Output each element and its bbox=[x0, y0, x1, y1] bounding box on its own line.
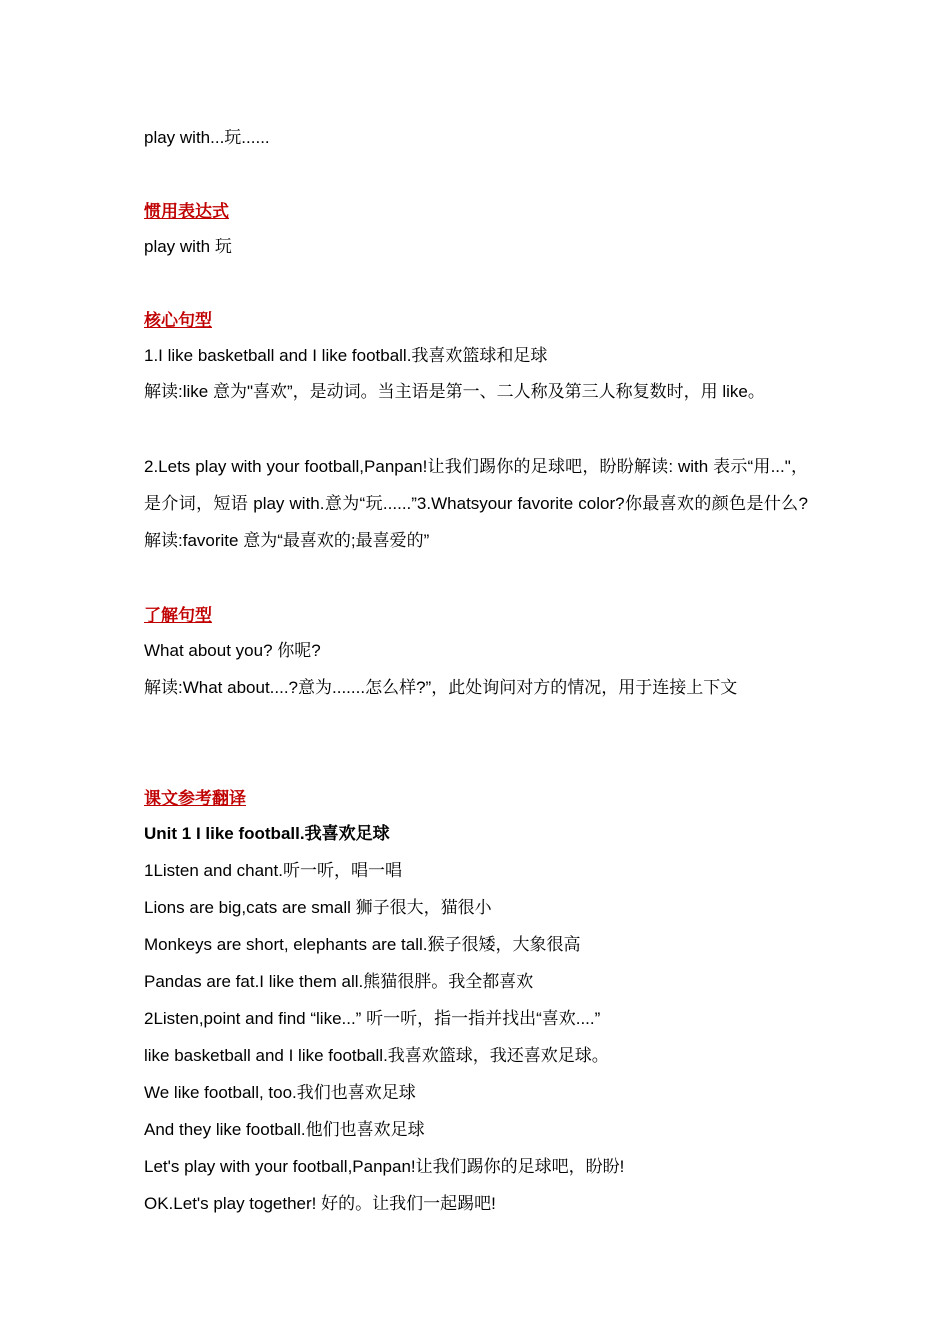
translation-heading: 课文参考翻译 bbox=[144, 789, 246, 808]
translation-unit-title: Unit 1 I like football.我喜欢足球 bbox=[144, 824, 390, 843]
translation-line: Monkeys are short, elephants are tall.猴子很矮，大象很高 bbox=[144, 935, 581, 954]
translation-line: 1Listen and chant.听一听，唱一唱 bbox=[144, 861, 402, 880]
core-sentences-heading: 核心句型 bbox=[144, 311, 212, 330]
translation-line: Let's play with your football,Panpan!让我们踢你的足球吧，盼盼! bbox=[144, 1157, 625, 1176]
translation-line: Lions are big,cats are small 狮子很大，猫很小 bbox=[144, 898, 492, 917]
translation-line: We like football, too.我们也喜欢足球 bbox=[144, 1083, 416, 1102]
core-sentence-1: 1.I like basketball and I like football.我喜欢篮球和足球 bbox=[144, 346, 548, 365]
core-sentence-1-explanation: 解读:like 意为"喜欢”，是动词。当主语是第一、二人称及第三人称复数时，用 like。 bbox=[144, 382, 765, 401]
understand-sentences-heading: 了解句型 bbox=[144, 606, 212, 625]
translation-line: 2Listen,point and find “like...” 听一听，指一指并找出“喜欢....” bbox=[144, 1009, 601, 1028]
intro-phrase: play with...玩...... bbox=[144, 128, 270, 147]
understand-sentence-1-explanation: 解读:What about....?意为.......怎么样?”，此处询问对方的情况，用于连接上下文 bbox=[144, 678, 738, 697]
core-sentence-2-explanation: 2.Lets play with your football,Panpan!让我们踢你的足球吧，盼盼解读: with 表示“用..."，是介词，短语 play with.意为“玩......”3.Whatsyour favorite color?你最喜欢的颜色是什么?解读:favorite 意为“最喜欢的;最喜爱的” bbox=[144, 457, 808, 550]
idioms-heading: 惯用表达式 bbox=[144, 202, 229, 221]
translation-line: Pandas are fat.I like them all.熊猫很胖。我全都喜欢 bbox=[144, 972, 534, 991]
idioms-item: play with 玩 bbox=[144, 237, 232, 256]
translation-line: like basketball and I like football.我喜欢篮球，我还喜欢足球。 bbox=[144, 1046, 609, 1065]
understand-sentence-1: What about you? 你呢? bbox=[144, 641, 321, 660]
translation-line: And they like football.他们也喜欢足球 bbox=[144, 1120, 425, 1139]
translation-line: OK.Let's play together! 好的。让我们一起踢吧! bbox=[144, 1194, 496, 1213]
